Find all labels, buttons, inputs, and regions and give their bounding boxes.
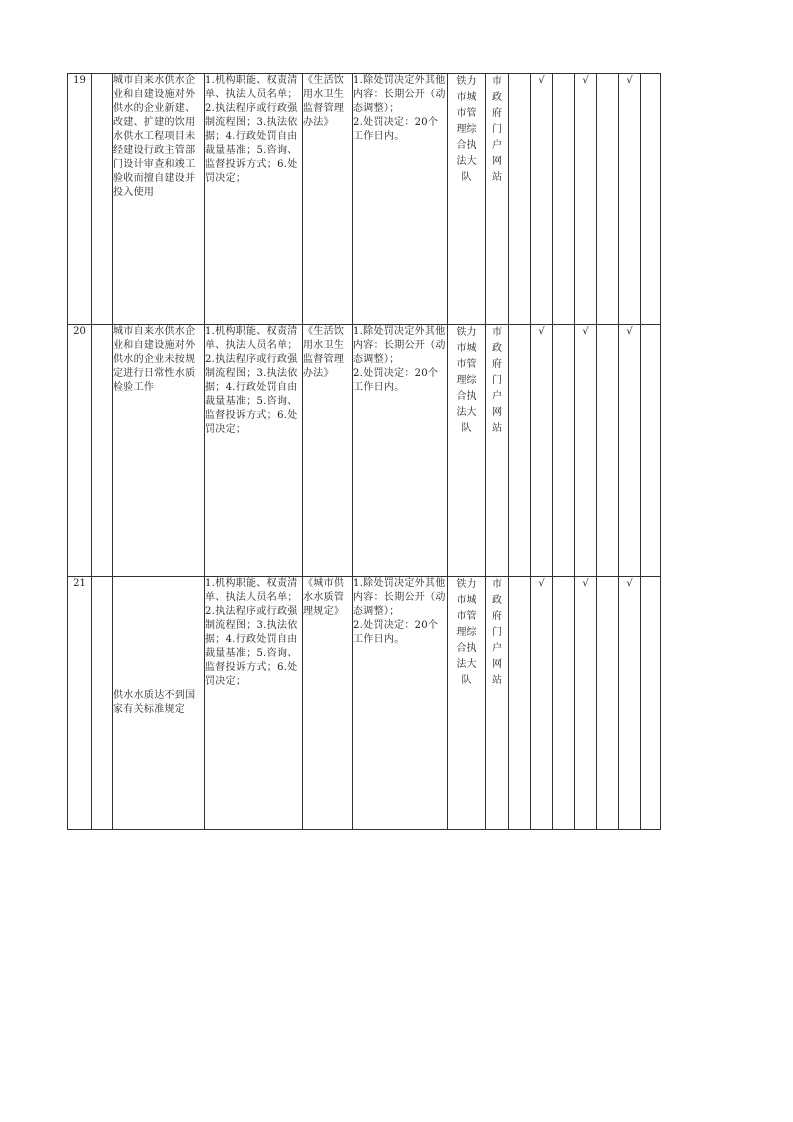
check-cell: √: [619, 325, 641, 577]
check-cell: √: [619, 74, 641, 325]
check-cell: [553, 577, 575, 830]
check-cell: √: [619, 577, 641, 830]
check-cell: [597, 577, 619, 830]
check-cell: √: [575, 325, 597, 577]
channel-text: 市政府门户网站: [492, 76, 502, 183]
disclosure-table: [67, 73, 661, 830]
disclosure-time-cell: 1.除处罚决定外其他内容：长期公开（动态调整）； 2.处罚决定：20个工作日内。: [353, 325, 448, 577]
disclosure-content-cell: 1.机构职能、权责清单、执法人员名单；2.执法程序或行政强制流程图；3.执法依据；4.行政处罚自由裁量基准；5.咨询、监督投诉方式；6.处罚决定；: [205, 74, 303, 325]
subject-text: 铁力市城市管理综合执法大队: [456, 76, 477, 183]
legal-basis-cell: 《生活饮用水卫生监督管理办法》: [303, 325, 353, 577]
table-row: [68, 577, 661, 830]
disclosure-channel-cell: [486, 577, 509, 830]
legal-basis-cell: 《城市供水水质管理规定》: [303, 577, 353, 830]
table-row: [68, 325, 661, 577]
disclosure-subject-cell: [448, 577, 486, 830]
blank-cell: [92, 325, 113, 577]
disclosure-channel-cell: [486, 74, 509, 325]
disclosure-channel-cell: [486, 325, 509, 577]
subject-text: 铁力市城市管理综合执法大队: [456, 327, 477, 434]
row-number: 20: [68, 325, 92, 577]
check-cell: [553, 325, 575, 577]
check-cell: [509, 325, 531, 577]
blank-cell: [92, 577, 113, 830]
check-cell: √: [531, 325, 553, 577]
check-cell: [509, 74, 531, 325]
check-cell: [641, 577, 661, 830]
blank-cell: [92, 74, 113, 325]
disclosure-subject-cell: [448, 74, 486, 325]
legal-basis-cell: 《生活饮用水卫生监督管理办法》: [303, 74, 353, 325]
row-number: 21: [68, 577, 92, 830]
check-cell: [641, 325, 661, 577]
check-cell: [597, 325, 619, 577]
row-number: 19: [68, 74, 92, 325]
disclosure-content-cell: 1.机构职能、权责清单、执法人员名单；2.执法程序或行政强制流程图；3.执法依据；4.行政处罚自由裁量基准；5.咨询、监督投诉方式；6.处罚决定；: [205, 325, 303, 577]
channel-text: 市政府门户网站: [492, 579, 502, 686]
check-cell: √: [531, 74, 553, 325]
check-cell: [553, 74, 575, 325]
disclosure-content-cell: 1.机构职能、权责清单、执法人员名单；2.执法程序或行政强制流程图；3.执法依据；4.行政处罚自由裁量基准；5.咨询、监督投诉方式；6.处罚决定；: [205, 577, 303, 830]
subject-text: 铁力市城市管理综合执法大队: [456, 579, 477, 686]
disclosure-subject-cell: [448, 325, 486, 577]
table-row: [68, 74, 661, 325]
check-cell: √: [575, 577, 597, 830]
check-cell: [509, 577, 531, 830]
matter-cell: 城市自来水供水企业和自建设施对外供水的企业未按规定进行日常性水质检验工作: [113, 325, 205, 577]
check-cell: √: [575, 74, 597, 325]
channel-text: 市政府门户网站: [492, 327, 502, 434]
disclosure-time-cell: 1.除处罚决定外其他内容：长期公开（动态调整）； 2.处罚决定：20个工作日内。: [353, 74, 448, 325]
check-cell: [641, 74, 661, 325]
disclosure-time-cell: 1.除处罚决定外其他内容：长期公开（动态调整）； 2.处罚决定：20个工作日内。: [353, 577, 448, 830]
matter-cell: 城市自来水供水企业和自建设施对外供水的企业新建、改建、扩建的饮用水供水工程项目未经建设行政主管部门设计审查和竣工验收而擅自建设并投入使用: [113, 74, 205, 325]
check-cell: [597, 74, 619, 325]
matter-cell: 供水水质达不到国家有关标准规定: [113, 577, 205, 830]
check-cell: √: [531, 577, 553, 830]
